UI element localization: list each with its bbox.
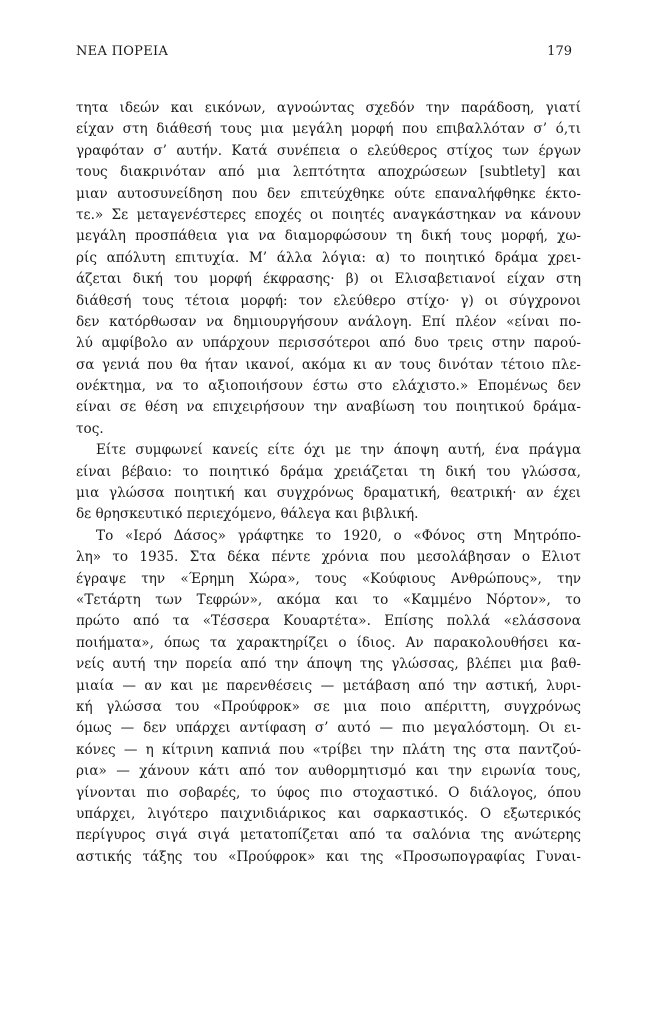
text-line: λύ αμφίβολο αν υπάρχουν περισσότεροι από δυο τρεις στην παρού-: [76, 335, 581, 352]
text-line: γίνονται πιο σοβαρές, το ύφος πιο στοχαστικό. Ο διάλογος, όπου: [76, 784, 581, 801]
text-line: σα γενιά που θα ήταν ικανοί, ακόμα κι αν τους δινόταν τέτοιο πλε-: [76, 356, 581, 373]
text-line: νείς αυτή την πορεία από την άποψη της γλώσσας, βλέπει μια βαθ-: [76, 656, 581, 673]
text-line: μια γλώσσα ποιητική και συγχρόνως δραματική, θεατρική· αν έχει: [76, 485, 581, 502]
text-line: όμως — δεν υπάρχει αντίφαση σ’ αυτό — πιο μεγαλόστομη. Οι ει-: [76, 720, 581, 737]
text-line: Είτε συμφωνεί κανείς είτε όχι με την άποψη αυτή, ένα πράγμα: [96, 442, 581, 459]
text-line: κόνες — η κίτρινη καπνιά που «τρίβει την πλάτη της στα παντζού-: [76, 741, 581, 758]
text-line: δεν κατόρθωσαν να δημιουργήσουν ανάλογη. Επί πλέον «είναι πο-: [76, 313, 581, 330]
text-line: τητα ιδεών και εικόνων, αγνοώντας σχεδόν την παράδοση, γιατί: [76, 100, 581, 116]
text-line: ρίς απόλυτη επιτυχία. Μ’ άλλα λόγια: α) το ποιητικό δράμα χρει-: [76, 249, 581, 266]
text-line: ποιήματα», όπως τα χαρακτηρίζει ο ίδιος. Αν παρακολουθήσει κα-: [76, 634, 581, 651]
text-line: Το «Ιερό Δάσος» γράφτηκε το 1920, ο «Φόνος στη Μητρόπο-: [96, 527, 581, 544]
text-line: «Τετάρτη των Τεφρών», ακόμα και το «Καμμένο Νόρτον», το: [76, 591, 581, 608]
text-line: τους διακρινόταν από μια λεπτότητα αποχρώσεων [subtlety] και: [76, 164, 581, 181]
text-line: δε θρησκευτικό περιεχόμενο, θάλεγα και βιβλική.: [76, 506, 419, 523]
page-number: 179: [547, 44, 572, 59]
body-text: [76, 98, 581, 868]
text-line: είναι σε θέση να επιχειρήσουν την αναβίωση του ποιητικού δράμα-: [76, 399, 581, 416]
paragraph-1: [76, 98, 581, 440]
text-line: είχαν στη διάθεσή τους μια μεγάλη μορφή που επιβαλλόταν σ’ ό,τι: [76, 121, 581, 138]
text-line: μιαν αυτοσυνείδηση που δεν επιτεύχθηκε ούτε επαναλήφθηκε έκτο-: [76, 185, 581, 202]
running-head: ΝΕΑ ΠΟΡΕΙΑ: [76, 44, 169, 59]
text-line: μιαία — αν και με παρενθέσεις — μετάβαση από την αστική, λυρι-: [76, 677, 581, 694]
text-line: κή γλώσσα του «Προύφροκ» σε μια ποιο απέριττη, συγχρόνως: [76, 698, 581, 715]
text-line: είναι βέβαιο: το ποιητικό δράμα χρειάζεται τη δική του γλώσσα,: [76, 463, 581, 480]
text-line: πρώτο από τα «Τέσσερα Κουαρτέτα». Επίσης πολλά «ελάσσονα: [76, 613, 581, 630]
text-line: τος.: [76, 420, 104, 437]
text-line: μεγάλη προσπάθεια για να διαμορφώσουν τη δική τους μορφή, χω-: [76, 228, 581, 245]
text-line: ονέκτημα, να το αξιοποιήσουν έστω στο ελάχιστο.» Επομένως δεν: [76, 378, 581, 395]
text-line: λη» το 1935. Στα δέκα πέντε χρόνια που μεσολάβησαν ο Ελιοτ: [76, 549, 581, 566]
paragraph-2: [76, 440, 581, 526]
text-line: τε.» Σε μεταγενέστερες εποχές οι ποιητές αναγκάστηκαν να κάνουν: [76, 206, 581, 223]
text-line: γραφόταν σ’ αυτήν. Κατά συνέπεια ο ελεύθερος στίχος των έργων: [76, 142, 581, 159]
text-line: έγραψε την «Έρημη Χώρα», τους «Κούφιους Ανθρώπους», την: [76, 570, 581, 587]
paragraph-3: [76, 526, 581, 868]
text-line: ρια» — χάνουν κάτι από τον αυθορμητισμό και την ειρωνία τους,: [76, 763, 581, 780]
text-line: διάθεσή τους τέτοια μορφή: τον ελεύθερο στίχο· γ) οι σύγχρονοι: [76, 292, 581, 309]
text-line: αστικής τάξης του «Προύφροκ» και της «Προσωπογραφίας Γυναι-: [76, 848, 581, 865]
text-line: περίγυρος σιγά σιγά μετατοπίζεται από τα σαλόνια της ανώτερης: [76, 827, 581, 844]
text-line: υπάρχει, λιγότερο παιχνιδιάρικος και σαρκαστικός. Ο εξωτερικός: [76, 805, 581, 822]
text-line: άζεται δική του μορφή έκφρασης· β) οι Ελισαβετιανοί είχαν στη: [76, 271, 581, 288]
